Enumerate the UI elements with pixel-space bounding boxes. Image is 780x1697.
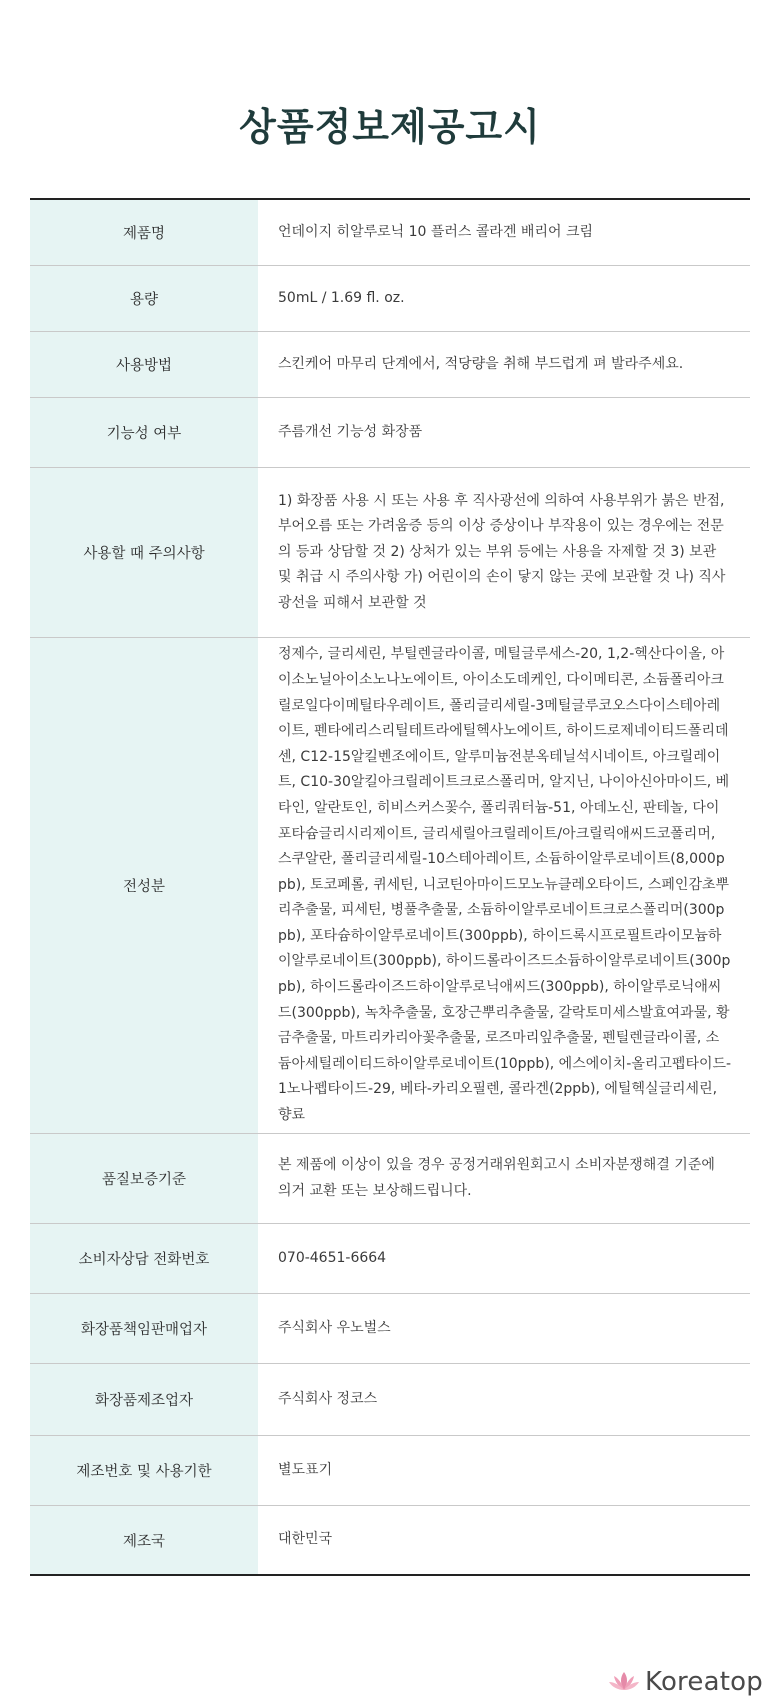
table-row-usage [30,332,750,398]
row-value: 주름개선 기능성 화장품 [278,423,423,440]
table-row-phone [30,1224,750,1294]
product-info-table [30,198,750,1576]
row-value: 50mL / 1.69 fl. oz. [278,289,405,306]
table-row-manufacturer [30,1364,750,1436]
row-value: 언데이지 히알루로닉 10 플러스 콜라겐 배리어 크림 [278,223,593,240]
table-row-lot-expiry [30,1436,750,1506]
row-value: 주식회사 정코스 [278,1390,378,1407]
table-row-seller [30,1294,750,1364]
row-label: 소비자상담 전화번호 [30,1224,258,1293]
row-value: 대한민국 [278,1531,333,1548]
row-label: 기능성 여부 [30,398,258,467]
row-label: 용량 [30,266,258,331]
page-title: 상품정보제공고시 [239,105,541,149]
table-row-quality [30,1134,750,1224]
table-row-product-name [30,200,750,266]
row-label: 화장품책임판매업자 [30,1294,258,1363]
row-value: 정제수, 글리세린, 부틸렌글라이콜, 메틸글루세스-20, 1,2-헥산다이올, 아이소노닐아이소노나노에이트, 아이소도데케인, 다이메티콘, 소듐폴리아크릴로일다이메틸타우레이트, 폴리글리세릴-3메틸글루코오스다이스테아레이트, 펜타에리스리틸테트라에틸헥사노에이트, 하이드로제네이티드폴리데센, C12-15알킬벤조에이트, 알루미늄전분옥테닐석시네이트, 아크릴레이트, C10-30알킬아크릴레이트크로스폴리머, 알지닌, 나이아신아마이드, 베타인, 알란토인, 히비스커스꽃수, 폴리쿼터늄-51, 아데노신, 판테놀, 다이포타슘글리시리제이트, 글리세릴아크릴레이트/아크릴릭애씨드코폴리머, 스쿠알란, 폴리글리세릴-10스테아레이트, 소듐하이알루로네이트(8,000ppb), 토코페롤, 퀴세틴, 니코틴아마이드모노뉴클레오타이드, 스페인감초뿌리추출물, 피세틴, 병풀추출물, 소듐하이알루로네이트크로스폴리머(300ppb), 포타슘하이알루로네이트(300ppb), 하이드록시프로필트라이모늄하이알루로네이트(300ppb), 하이드롤라이즈드소듐하이알루로네이트(300ppb), 하이드롤라이즈드하이알루로닉애씨드(300ppb), 하이알루로닉애씨드(300ppb), 녹차추출물, 호장근뿌리추출물, 갈락토미세스발효여과물, 황금추출물, 마트리카리아꽃추출물, 로즈마리잎추출물, 펜틸렌글라이콜, 소듐아세틸레이티드하이알루로네이트(10ppb), 에스에이치-올리고펩타이드-1노나펩타이드-29, 베타-카리오필렌, 콜라겐(2ppb), 에틸헥실글리세린, 향료 [278,646,732,1124]
table-row-volume [30,266,750,332]
row-label: 제조번호 및 사용기한 [30,1436,258,1505]
row-label: 사용방법 [30,332,258,397]
koreatop-logo [607,1668,763,1696]
lotus-icon [607,1669,641,1695]
table-row-functional [30,398,750,468]
row-label: 전성분 [30,638,258,1133]
row-label: 품질보증기준 [30,1134,258,1223]
logo-text: Koreatop [645,1667,763,1697]
table-row-ingredients [30,638,750,1134]
row-value: 스킨케어 마무리 단계에서, 적당량을 취해 부드럽게 펴 발라주세요. [278,355,684,372]
table-row-country [30,1506,750,1574]
row-value: 주식회사 우노벌스 [278,1319,391,1336]
row-value: 1) 화장품 사용 시 또는 사용 후 직사광선에 의하여 사용부위가 붉은 반점, 부어오름 또는 가려움증 등의 이상 증상이나 부작용이 있는 경우에는 전문의 등과 상담할 것 2) 상처가 있는 부위 등에는 사용을 자제할 것 3) 보관 및 취급 시 주의사항 가) 어린이의 손이 닿지 않는 곳에 보관할 것 나) 직사광선을 피해서 보관할 것 [278,492,726,611]
row-value: 별도표기 [278,1461,333,1478]
row-value: 본 제품에 이상이 있을 경우 공정거래위원회고시 소비자분쟁해결 기준에 의거 교환 또는 보상해드립니다. [278,1156,715,1199]
table-row-cautions [30,468,750,638]
row-label: 화장품제조업자 [30,1364,258,1435]
row-value: 070-4651-6664 [278,1249,387,1266]
row-label: 사용할 때 주의사항 [30,468,258,637]
row-label: 제품명 [30,200,258,265]
row-label: 제조국 [30,1506,258,1574]
